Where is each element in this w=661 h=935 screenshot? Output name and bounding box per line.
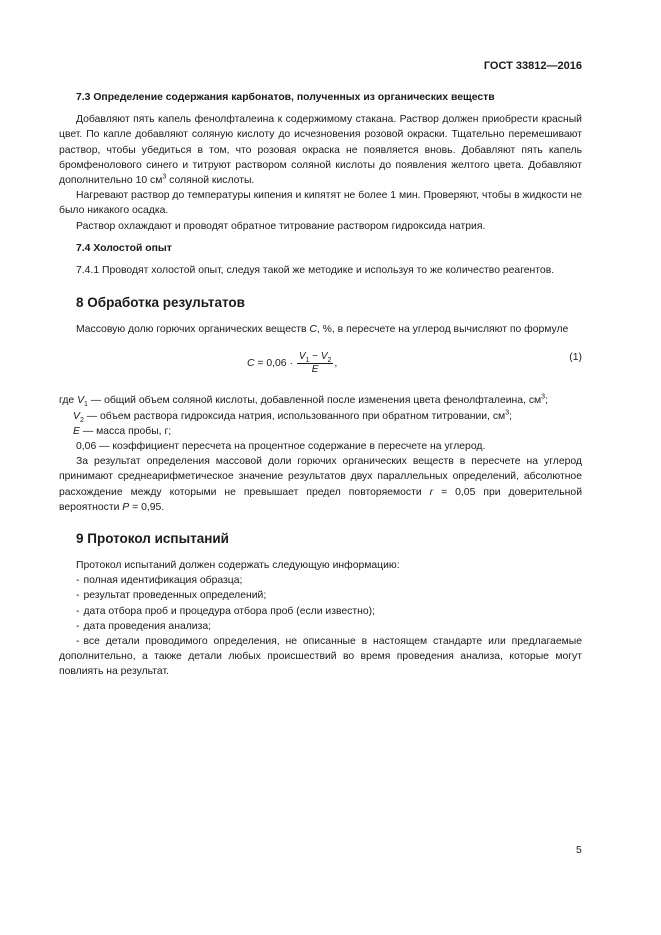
subsection-title-7-4: 7.4 Холостой опыт [76,242,172,254]
list-item-last: - все детали проводимого определения, не описанные в настоящем стандарте или предлагаемые дополнительно, а также детали любых происшествий во время проведения анализа, которые могут повлиять на результат. [59,636,582,678]
paragraph-9-intro: Протокол испытаний должен содержать следующую информацию: [76,560,400,572]
paragraph-7-3-1: Добавляют пять капель фенолфталеина к содержимому стакана. Раствор должен приобрести красный цвет. По капле добавляют соляную кислоту до исчезновения розовой окраски. Тщательно перемешивают раствор, чтобы убедиться в том, что розовая окраска не появляется вновь. Добавляют пять капель бромфенолового синего и титруют раствором соляной кислоты до появления желтого цвета. Добавляют дополнительно 10 $см^3$ соляной кислоты. [59,114,582,187]
formula-expression: C = 0,06 · $\frac{V_1 - V_2}{E}$ , [247,351,338,376]
where-e: E — масса пробы, г; [73,425,172,437]
page-number: 5 [576,845,582,856]
list-item: - результат проведенных определений; [76,590,267,602]
paragraph-7-4-1: 7.4.1 Проводят холостой опыт, следуя такой же методике и используя то же количество реагентов. [76,265,555,277]
list-item: - дата отбора проб и процедура отбора проб (если известно); [76,605,376,617]
section-title-9: 9 Протокол испытаний [76,531,229,547]
formula-fraction: $\frac{V_1 - V_2}{E}$ [298,351,332,376]
where-coefficient: 0,06 — коэффициент пересчета на процентное содержание в пересчете на углерод. [76,441,486,453]
where-v1: где $V_1$ — общий объем соляной кислоты, добавленной после изменения цвета фенолфталеина, $см^3$; [59,393,548,409]
subsection-title-7-3: 7.3 Определение содержания карбонатов, полученных из органических веществ [76,92,495,103]
paragraph-7-3-3: Раствор охлаждают и проводят обратное титрование раствором гидроксида натрия. [76,220,486,232]
document-body [59,90,582,680]
paragraph-8-intro: Массовую долю горючих органических веществ C, %, в пересчете на углерод вычисляют по формуле [76,324,569,336]
paragraph-8-result: За результат определения массовой доли горючих органических веществ в пересчете на углерод принимают среднеарифметическое значение результатов двух параллельных определений, абсолютное расхождение между которыми не превышает предел повторяемости r = 0,05 при доверительной вероятности P = 0,95. [59,456,582,513]
formula-number: (1) [569,352,582,364]
protocol-list [59,573,582,634]
document-code: ГОСТ 33812—2016 [483,60,582,72]
formula-1 [59,345,582,383]
section-title-8: 8 Обработка результатов [76,295,245,311]
paragraph-7-3-2: Нагревают раствор до температуры кипения и кипятят не более 1 мин. Проверяют, чтобы в жидкости не было никакого осадка. [59,190,582,217]
where-v2: $V_2$ — объем раствора гидроксида натрия, использованного при обратном титровании, $см^3$; [73,409,512,424]
list-item: - дата проведения анализа; [76,620,212,632]
list-item: - полная идентификация образца; [76,575,243,587]
